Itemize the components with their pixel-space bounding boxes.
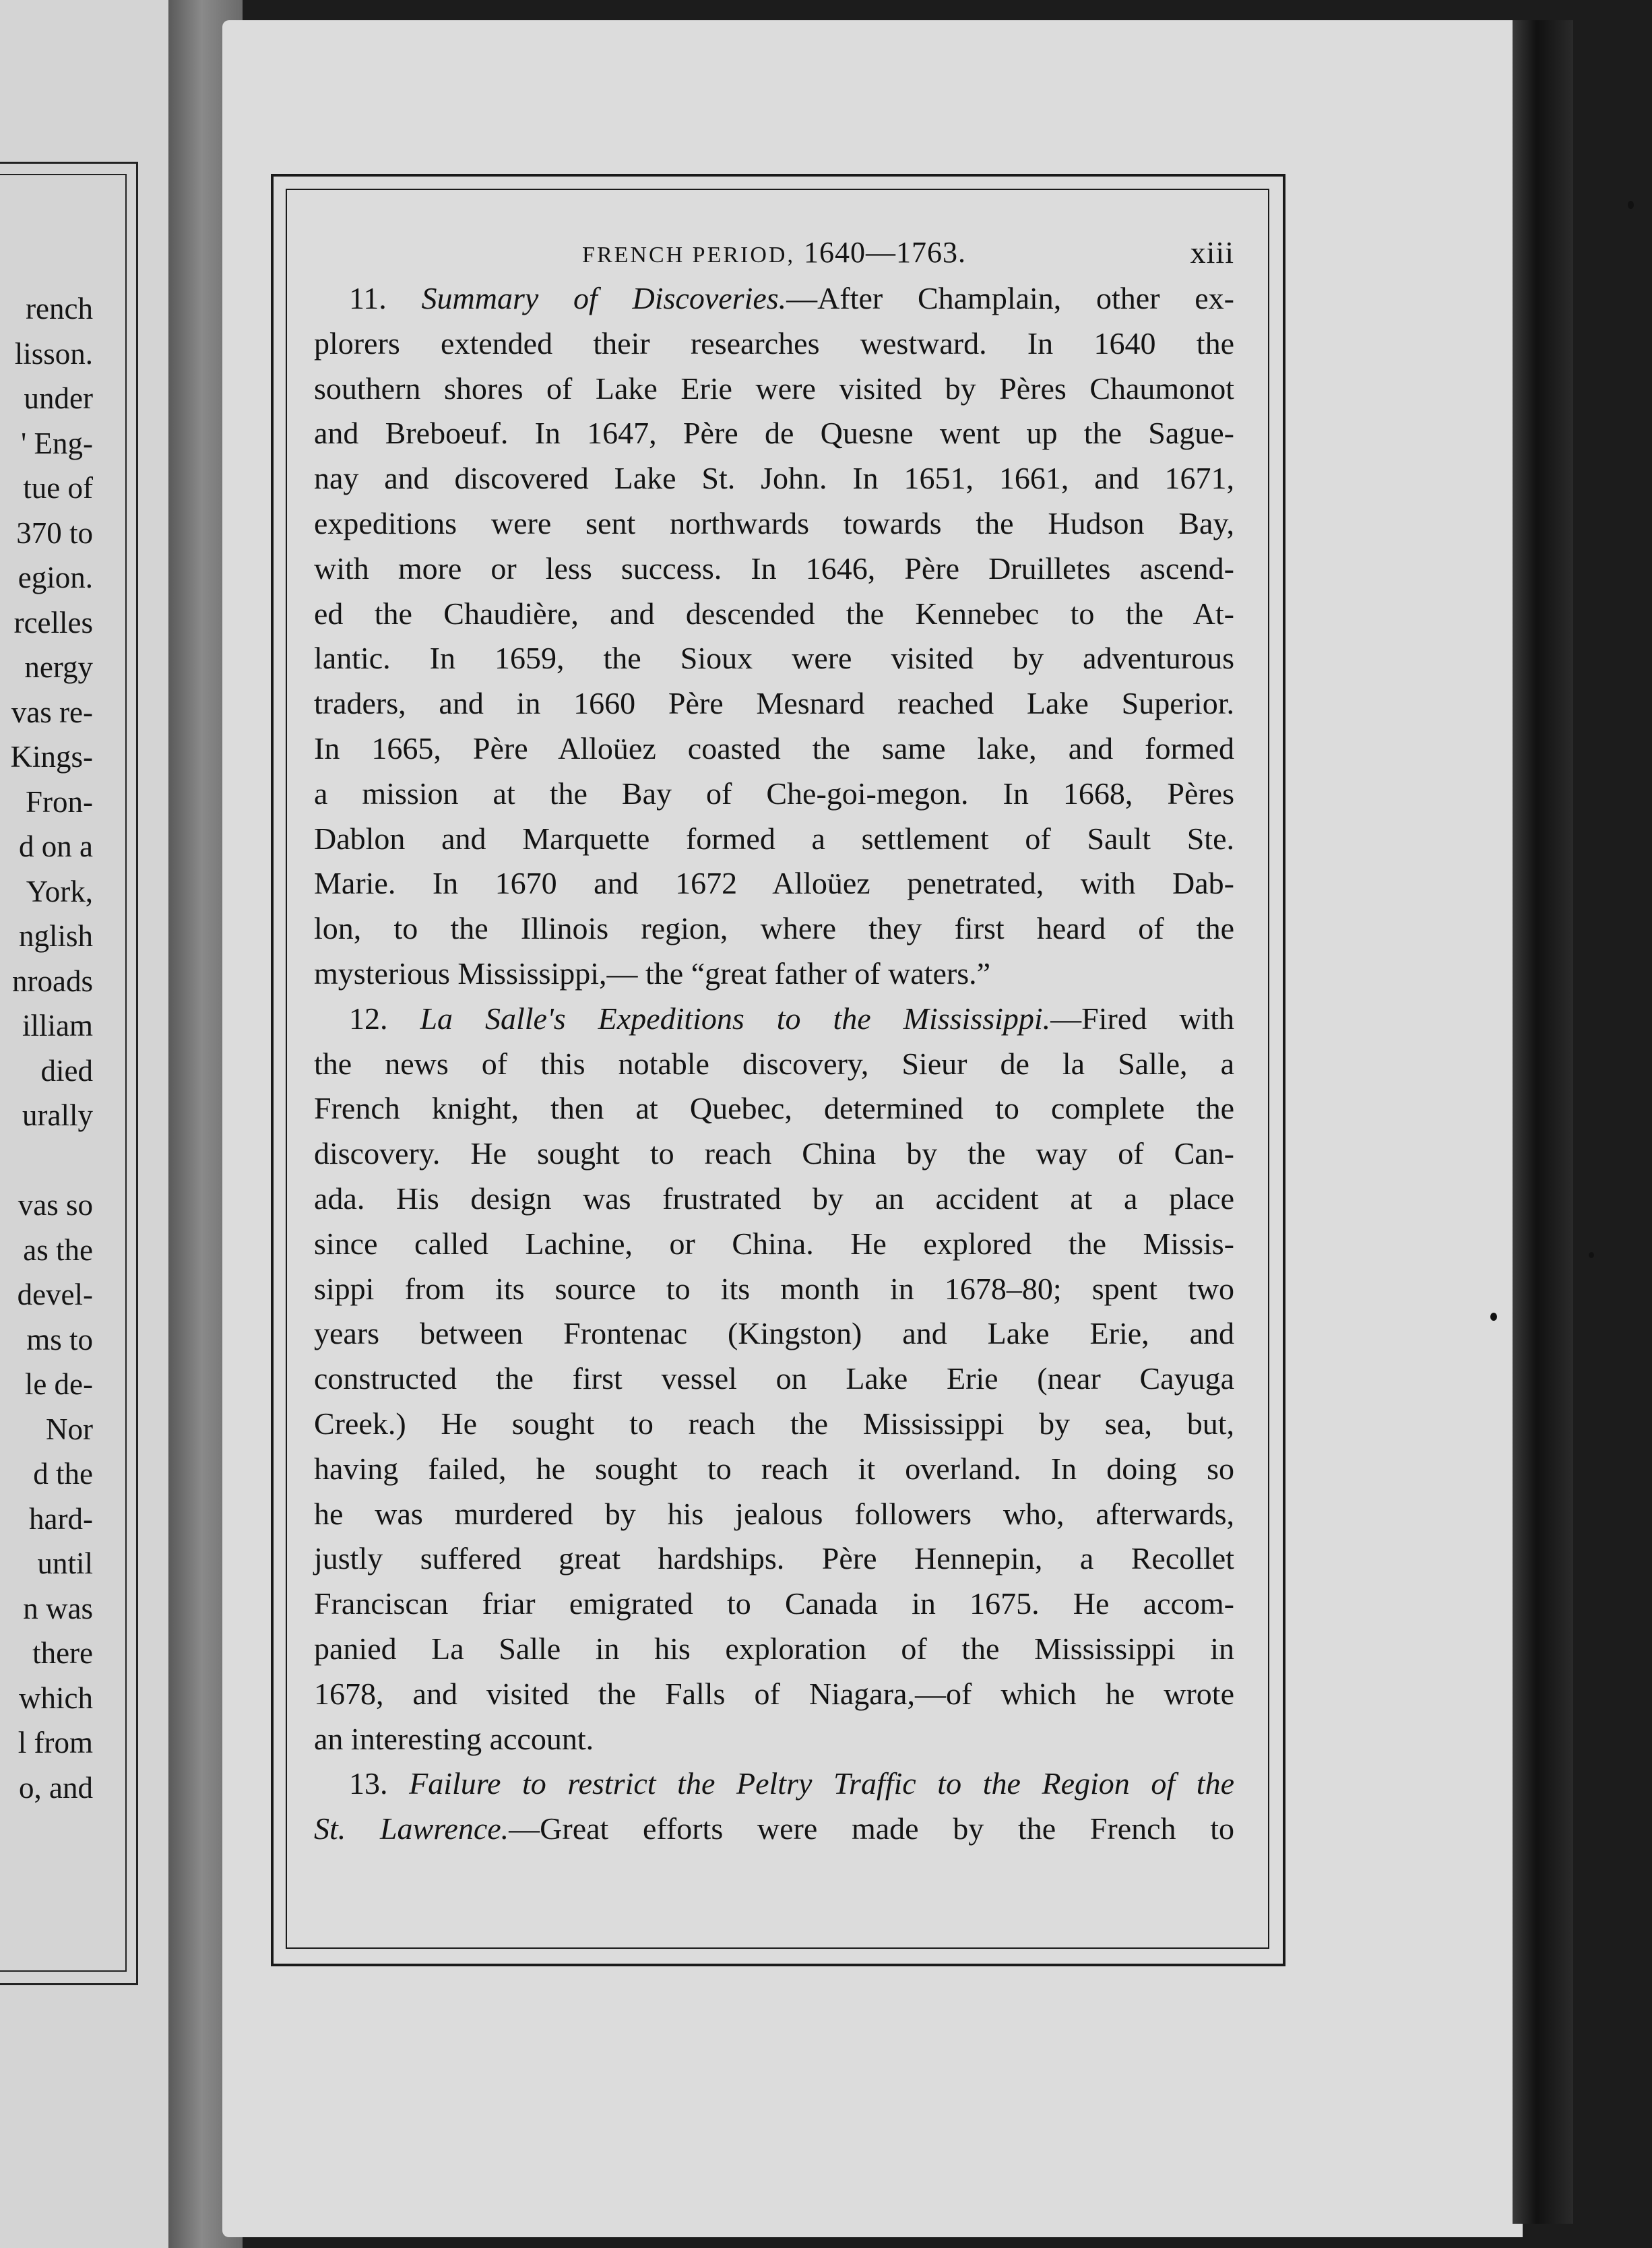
left-page-line-fragment: egion. (18, 561, 93, 594)
section-12 (314, 997, 1234, 1762)
left-page-line-fragment: urally (22, 1098, 93, 1132)
section-13-second-line (314, 1807, 1234, 1852)
text-line: plorers extended their researches westward. In 1640 the (314, 325, 1234, 361)
text-line: justly suffered great hardships. Père Hennepin, a Recollet (314, 1541, 1234, 1576)
running-title-caps: FRENCH PERIOD, (582, 243, 795, 268)
text-line: —Great efforts were made by the French to (509, 1811, 1234, 1846)
text-line: constructed the first vessel on Lake Erie (near Cayuga (314, 1361, 1234, 1396)
section-number: 13. (349, 1766, 388, 1801)
text-line: French knight, then at Quebec, determined to complete the (314, 1091, 1234, 1126)
left-page-line-fragment: lisson. (14, 336, 93, 371)
left-page-line-fragment: 370 to (16, 516, 93, 550)
left-page-line-fragment: as the (23, 1232, 93, 1267)
left-page-line-fragment: le de- (24, 1367, 93, 1401)
running-title (314, 229, 1234, 279)
running-title-years: 1640—1763. (803, 236, 966, 269)
left-page-line-fragment: Kings- (10, 740, 93, 774)
left-page-line-fragment: rench (26, 292, 93, 325)
text-line: years between Frontenac (Kingston) and Lake Erie, and (314, 1316, 1234, 1351)
left-page-line-fragment: York, (26, 874, 93, 908)
text-line: he was murdered by his jealous followers who, afterwards, (314, 1496, 1234, 1531)
text-line: and Breboeuf. In 1647, Père de Quesne went up the Sague- (314, 416, 1234, 451)
text-line: with more or less success. In 1646, Père Druilletes ascend- (314, 551, 1234, 586)
text-line: traders, and in 1660 Père Mesnard reached Lake Superior. (314, 686, 1234, 721)
page-number: xiii (1190, 235, 1234, 270)
section-number: 11. (349, 281, 387, 315)
left-page-line-fragment: d on a (19, 830, 93, 863)
section-number: 12. (349, 1001, 388, 1036)
left-page-line-fragment: nergy (24, 650, 93, 684)
section-heading-line-1: Failure to restrict the Peltry Traffic to the Region of the (409, 1766, 1235, 1801)
page-edge-shadow (1513, 20, 1573, 2224)
left-page-line-fragment: tue of (23, 471, 93, 505)
text-line: an interesting account. (314, 1721, 594, 1756)
text-line: panied La Salle in his exploration of the Mississippi in (314, 1631, 1234, 1666)
print-speck (1589, 1252, 1594, 1258)
text-line: mysterious Mississippi,— the “great father of waters.” (314, 956, 991, 991)
left-page-line-fragment: o, and (19, 1770, 93, 1805)
section-13-first-line (314, 1761, 1234, 1807)
text-line: sippi from its source to its month in 1678–80; spent two (314, 1271, 1234, 1306)
section-12-first-line (314, 997, 1234, 1042)
text-line: ed the Chaudière, and descended the Kennebec to the At- (314, 596, 1234, 631)
left-page-line-fragment: d the (33, 1457, 93, 1491)
section-13 (314, 1761, 1234, 1852)
left-page-line-fragment: Fron- (26, 784, 93, 819)
text-line: expeditions were sent northwards towards the Hudson Bay, (314, 505, 1234, 540)
print-speck (1490, 1313, 1497, 1321)
left-page-line-fragment: ms to (26, 1322, 93, 1356)
text-line: Marie. In 1670 and 1672 Alloüez penetrated, with Dab- (314, 866, 1234, 901)
left-page-text-fragments (0, 286, 93, 1810)
text-line: Dablon and Marquette formed a settlement of Sault Ste. (314, 821, 1234, 856)
left-page-line-fragment: there (32, 1636, 93, 1670)
section-heading: La Salle's Expeditions to the Mississippi. (420, 1001, 1051, 1036)
left-page-line-fragment: nglish (18, 919, 93, 953)
left-page-line-fragment: until (37, 1547, 93, 1580)
text-line: lantic. In 1659, the Sioux were visited by adventurous (314, 641, 1234, 676)
left-page-line-fragment: l from (18, 1726, 93, 1759)
left-page-line-fragment: n was (23, 1591, 93, 1625)
left-page-line-fragment: died (40, 1053, 93, 1088)
text-line: nay and discovered Lake St. John. In 1651, 1661, and 1671, (314, 461, 1234, 496)
text-line: lon, to the Illinois region, where they first heard of the (314, 911, 1234, 946)
text-line: In 1665, Père Alloüez coasted the same lake, and formed (314, 730, 1234, 766)
print-speck (1628, 201, 1634, 209)
text-line: the news of this notable discovery, Sieur de la Salle, a (314, 1046, 1234, 1081)
left-page-line-fragment: rcelles (13, 605, 93, 639)
text-line: discovery. He sought to reach China by the way of Can- (314, 1136, 1234, 1171)
text-line: since called Lachine, or China. He explored the Missis- (314, 1226, 1234, 1261)
text-line: southern shores of Lake Erie were visited by Pères Chaumonot (314, 371, 1234, 406)
text-line: ada. His design was frustrated by an accident at a place (314, 1181, 1234, 1216)
section-11-first-line (314, 276, 1234, 321)
text-line: a mission at the Bay of Che-goi-megon. In 1668, Pères (314, 776, 1234, 811)
left-page-line-fragment: nroads (12, 964, 93, 998)
left-page-line-fragment: ' Eng- (21, 426, 93, 460)
left-page-line-fragment: illiam (22, 1009, 93, 1042)
text-line: having failed, he sought to reach it overland. In doing so (314, 1451, 1234, 1486)
section-heading: Summary of Discoveries. (421, 281, 787, 315)
left-page-line-fragment: vas so (18, 1188, 93, 1222)
left-page-line-fragment: vas re- (11, 695, 93, 729)
left-page-line-fragment: hard- (29, 1501, 93, 1536)
left-page-line-fragment (0, 1138, 93, 1183)
left-page-line-fragment: devel- (17, 1278, 93, 1311)
running-head (314, 229, 1234, 276)
left-page-line-fragment: Nor (46, 1412, 93, 1446)
section-heading-line-2: St. Lawrence. (314, 1811, 509, 1846)
left-page-line-fragment: under (24, 381, 93, 415)
left-facing-page (0, 0, 182, 2248)
text-line: —Fired with (1050, 1001, 1234, 1036)
page-content (314, 229, 1234, 1852)
text-line: —After Champlain, other ex- (786, 281, 1234, 315)
section-11 (314, 276, 1234, 997)
text-line: Franciscan friar emigrated to Canada in 1675. He accom- (314, 1586, 1234, 1621)
text-line: 1678, and visited the Falls of Niagara,—of which he wrote (314, 1676, 1234, 1711)
text-line: Creek.) He sought to reach the Mississippi by sea, but, (314, 1406, 1234, 1441)
left-page-line-fragment: which (19, 1681, 93, 1715)
